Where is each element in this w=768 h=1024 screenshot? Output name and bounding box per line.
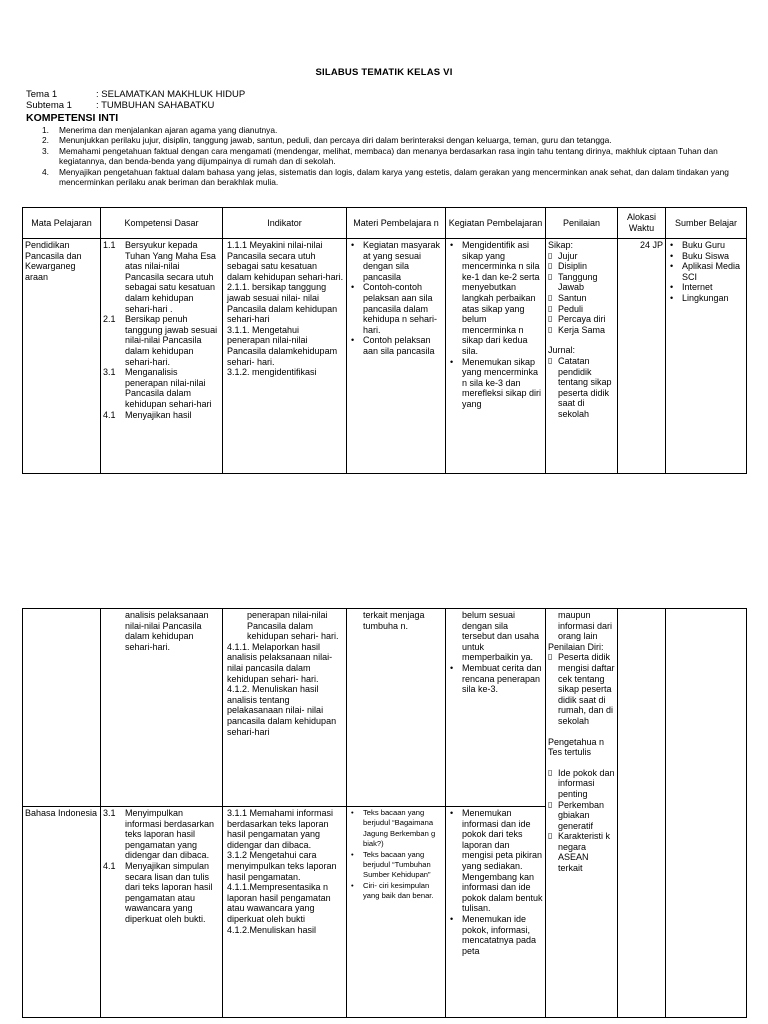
kegiatan-text: belum sesuai dengan sila tersebut dan usaha untuk memperbaikin ya.	[462, 610, 540, 663]
table-row	[23, 239, 747, 474]
cell-penilaian	[546, 239, 618, 474]
kd-text: Menyajikan simpulan secara lisan dan tulis dari teks laporan hasil pengamatan atau wawancara yang diperkuat oleh bukti.	[125, 860, 213, 924]
indikator-item: 4.1.1.Mempresentasika n laporan hasil pengamatan atau wawancara yang diperkuat oleh bukti	[227, 882, 331, 924]
kegiatan-item: • Mengidentifik asi sikap yang mencerminka n sila ke-1 dan ke-2 serta menyebutkan langkah perbaikan atas sikap yang belum mencerminka n sikap dari kedua sila.	[448, 240, 543, 357]
checkbox-item: ▯ Peserta didik mengisi daftar cek tentang sikap peserta didik saat di rumah, dan di sekolah	[548, 652, 615, 726]
materi-item: • Teks bacaan yang berjudul “Bagaimana Jagung Berkemban g biak?)	[349, 808, 443, 850]
materi-item: • Teks bacaan yang berjudul “Tumbuhan Sumber Kehidupan”	[349, 850, 443, 881]
cell-kegiatan	[446, 807, 546, 1018]
kd-number: 3.1	[103, 367, 116, 378]
cell-mapel	[23, 609, 101, 807]
indikator-item: 2.1.1. bersikap tanggung jawab sesuai nilai- nilai Pancasila dalam kehidupan sehari-hari	[227, 282, 338, 325]
header-kompetensi-dasar: Kompetensi Dasar	[101, 208, 223, 239]
kegiatan-item: • Membuat cerita dan rencana penerapan sila ke-3.	[448, 663, 543, 695]
cell-kegiatan	[446, 239, 546, 474]
kd-number: 4.1	[103, 860, 116, 871]
ki-number: 3.	[42, 145, 49, 156]
subtema-label: Subtema 1	[26, 100, 72, 111]
checkbox-item: ▯ Jujur	[548, 251, 615, 262]
penilaian-tes-text: Tes tertulis	[548, 747, 592, 758]
kd-text: Menganalisis penerapan nilai-nilai Pancasila dalam kehidupan sehari-hari	[125, 367, 212, 409]
cell-kegiatan	[446, 609, 546, 807]
table-header-row	[23, 208, 747, 239]
table-row	[23, 609, 747, 807]
kd-number: 4.1	[103, 409, 116, 420]
ki-text: Menunjukkan perilaku jujur, disiplin, tanggung jawab, santun, peduli, dan percaya diri dalam berinteraksi dengan keluarga, teman, guru dan tetangga.	[59, 135, 612, 146]
indikator-item: 4.1.2. Menuliskan hasil analisis tentang pelakasanaan nilai- nilai pancasila dalam kehidupan sehari-hari	[227, 684, 337, 737]
sumber-item: • Internet	[668, 282, 744, 293]
penilaian-jurnal-label: Jurnal:	[548, 345, 576, 356]
cell-sumber	[666, 239, 747, 474]
header-materi: Materi Pembelajara n	[347, 208, 446, 239]
cell-indikator	[223, 807, 347, 1018]
indikator-item: 4.1.2.Menuliskan hasil	[227, 924, 317, 935]
kd-text: Bersikap penuh tanggung jawab sesuai nilai-nilai Pancasila dalam kehidupan sehari-hari.	[125, 314, 218, 367]
cell-materi	[347, 807, 446, 1018]
kompetensi-inti-list	[26, 125, 746, 187]
penilaian-pengetahuan-label: Pengetahua n	[548, 736, 605, 747]
kd-item	[103, 314, 220, 367]
cell-materi	[347, 239, 446, 474]
cell-sumber	[666, 609, 747, 1018]
mapel-text: Pendidikan Pancasila dan Kewarganeg araan	[25, 240, 82, 282]
ki-item	[26, 135, 746, 145]
cell-indikator	[223, 609, 347, 807]
cell-kompetensi-dasar	[101, 239, 223, 474]
ki-item	[26, 146, 746, 167]
syllabus-table-part-1	[22, 207, 747, 474]
ki-text: Menerima dan menjalankan ajaran agama yang dianutnya.	[59, 125, 278, 135]
ki-text: Memahami pengetahuan faktual dengan cara mengamati (mendengar, melihat, membaca) dan menanya berdasarkan rasa ingin tahu tentang dirinya, makhluk ciptaan Tuhan dan kegiatannya, dan benda-benda yang dijumpainya di rumah dan di sekolah.	[59, 145, 718, 167]
cell-mapel	[23, 239, 101, 474]
cell-alokasi	[618, 239, 666, 474]
checkbox-item: ▯ Percaya diri	[548, 314, 615, 325]
subtema-line	[26, 100, 214, 112]
checkbox-item: ▯ Peduli	[548, 304, 615, 315]
sumber-item: • Aplikasi Media SCI	[668, 261, 744, 282]
header-penilaian: Penilaian	[546, 208, 618, 239]
checkbox-item: ▯ Catatan pendidik tentang sikap peserta didik saat di sekolah	[548, 356, 615, 420]
ki-item	[26, 125, 746, 135]
sumber-item: • Lingkungan	[668, 293, 744, 304]
tema-value: : SELAMATKAN MAKHLUK HIDUP	[96, 89, 246, 100]
indikator-item: 1.1.1 Meyakini nilai-nilai Pancasila secara utuh sebagai satu kesatuan dalam kehidupan sehari-hari.	[227, 240, 344, 282]
checkbox-item: ▯ Karakteristi k negara ASEAN terkait	[548, 831, 615, 873]
kd-item	[103, 410, 220, 421]
materi-item: • Contoh pelaksan aan sila pancasila	[349, 335, 443, 356]
ki-number: 4.	[42, 166, 49, 177]
penilaian-sikap-label: Sikap:	[548, 240, 574, 250]
indikator-item: 4.1.1. Melaporkan hasil analisis pelaksanaan nilai-nilai pancasila dalam kehidupan sehari- hari.	[227, 641, 333, 684]
ki-number: 2.	[42, 135, 49, 146]
kegiatan-item: • Menemukan informasi dan ide pokok dari teks laporan dan mengisi peta pikiran yang sediakan. Mengembang kan informasi dan ide pokok dalam bentuk tulisan.	[448, 808, 543, 914]
kd-item	[103, 808, 220, 861]
checkbox-item: ▯ Tanggung Jawab	[548, 272, 615, 293]
subtema-value: : TUMBUHAN SAHABATKU	[96, 100, 215, 111]
cell-penilaian	[546, 609, 618, 1018]
kd-number: 3.1	[103, 808, 116, 818]
kegiatan-item: • Menemukan sikap yang mencerminka n sila ke-3 dan merefleksi sikap diri yang	[448, 357, 543, 410]
document-title: SILABUS TEMATIK KELAS VI	[315, 67, 453, 78]
penilaian-diri-label: Penilaian Diri:	[548, 641, 604, 652]
ki-text: Menyajikan pengetahuan faktual dalam bahasa yang jelas, sistematis dan logis, dalam karya yang estetis, dalam gerakan yang mencerminkan anak sehat, dan dalam tindakan yang mencerminkan perilaku anak beriman dan berakhlak mulia.	[59, 166, 729, 188]
checkbox-item: ▯ Santun	[548, 293, 615, 304]
materi-item: • Ciri- ciri kesimpulan yang baik dan benar.	[349, 881, 443, 902]
header-kegiatan: Kegiatan Pembelajaran	[446, 208, 546, 239]
mapel-text: Bahasa Indonesia	[25, 808, 98, 818]
kd-text: Bersyukur kepada Tuhan Yang Maha Esa atas nilai-nilai Pancasila secara utuh sebagai satu kesatuan dalam kehidupan sehari-hari .	[125, 240, 216, 314]
checkbox-item: ▯ Perkemban gbiakan generatif	[548, 800, 615, 832]
kegiatan-item: • Menemukan ide pokok, informasi, mencatatnya pada peta	[448, 914, 543, 956]
kd-number: 1.1	[103, 240, 116, 250]
indikator-item: penerapan nilai-nilai Pancasila dalam kehidupan sehari- hari.	[247, 610, 339, 642]
sumber-item: • Buku Guru	[668, 240, 744, 251]
materi-item: • Kegiatan masyarak at yang sesuai dengan sila pancasila	[349, 240, 443, 282]
checkbox-item: ▯ Disiplin	[548, 261, 615, 272]
kd-item	[103, 240, 220, 314]
sumber-item: • Buku Siswa	[668, 251, 744, 262]
ki-number: 1.	[42, 125, 49, 135]
indikator-item: 3.1.2 Mengetahui cara menyimpulkan teks laporan hasil pengamatan.	[227, 850, 337, 882]
alokasi-text: 24 JP	[639, 240, 663, 250]
syllabus-table-part-2	[22, 608, 747, 1018]
kd-item	[103, 861, 220, 925]
kompetensi-inti-heading: KOMPETENSI INTI	[26, 112, 119, 124]
header-sumber: Sumber Belajar	[666, 208, 747, 239]
kd-item	[103, 367, 220, 409]
kd-number: 2.1	[103, 314, 116, 325]
ki-item	[26, 167, 746, 188]
cell-mapel	[23, 807, 101, 1018]
cell-kompetensi-dasar	[101, 807, 223, 1018]
kd-text: analisis pelaksanaan nilai-nilai Pancasila dalam kehidupan sehari-hari.	[125, 610, 209, 652]
materi-item: • Contoh-contoh pelaksan aan sila pancasila dalam kehidupa n sehari-hari.	[349, 282, 443, 335]
tema-label: Tema 1	[26, 89, 58, 100]
header-alokasi: Alokasi Waktu	[618, 208, 666, 239]
cell-materi	[347, 609, 446, 807]
penilaian-text: maupun informasi dari orang lain	[558, 610, 613, 642]
kd-text: Menyajikan hasil	[125, 409, 192, 420]
header-mapel: Mata Pelajaran	[23, 208, 101, 239]
kd-text: Menyimpulkan informasi berdasarkan teks laporan hasil pengamatan yang didengar dan dibaca.	[125, 808, 215, 861]
cell-alokasi	[618, 609, 666, 1018]
indikator-item: 3.1.2. mengidentifikasi	[227, 367, 317, 378]
header-indikator: Indikator	[223, 208, 347, 239]
cell-kompetensi-dasar	[101, 609, 223, 807]
checkbox-item: ▯ Kerja Sama	[548, 325, 615, 336]
cell-indikator	[223, 239, 347, 474]
indikator-item: 3.1.1 Memahami informasi berdasarkan teks laporan hasil pengamatan yang didengar dan dibaca.	[227, 808, 334, 850]
checkbox-item: ▯ Ide pokok dan informasi penting	[548, 768, 615, 800]
materi-text: terkait menjaga tumbuha n.	[363, 610, 425, 631]
indikator-item: 3.1.1. Mengetahui penerapan nilai-nilai Pancasila dalamkehidupam sehari- hari.	[227, 324, 338, 367]
